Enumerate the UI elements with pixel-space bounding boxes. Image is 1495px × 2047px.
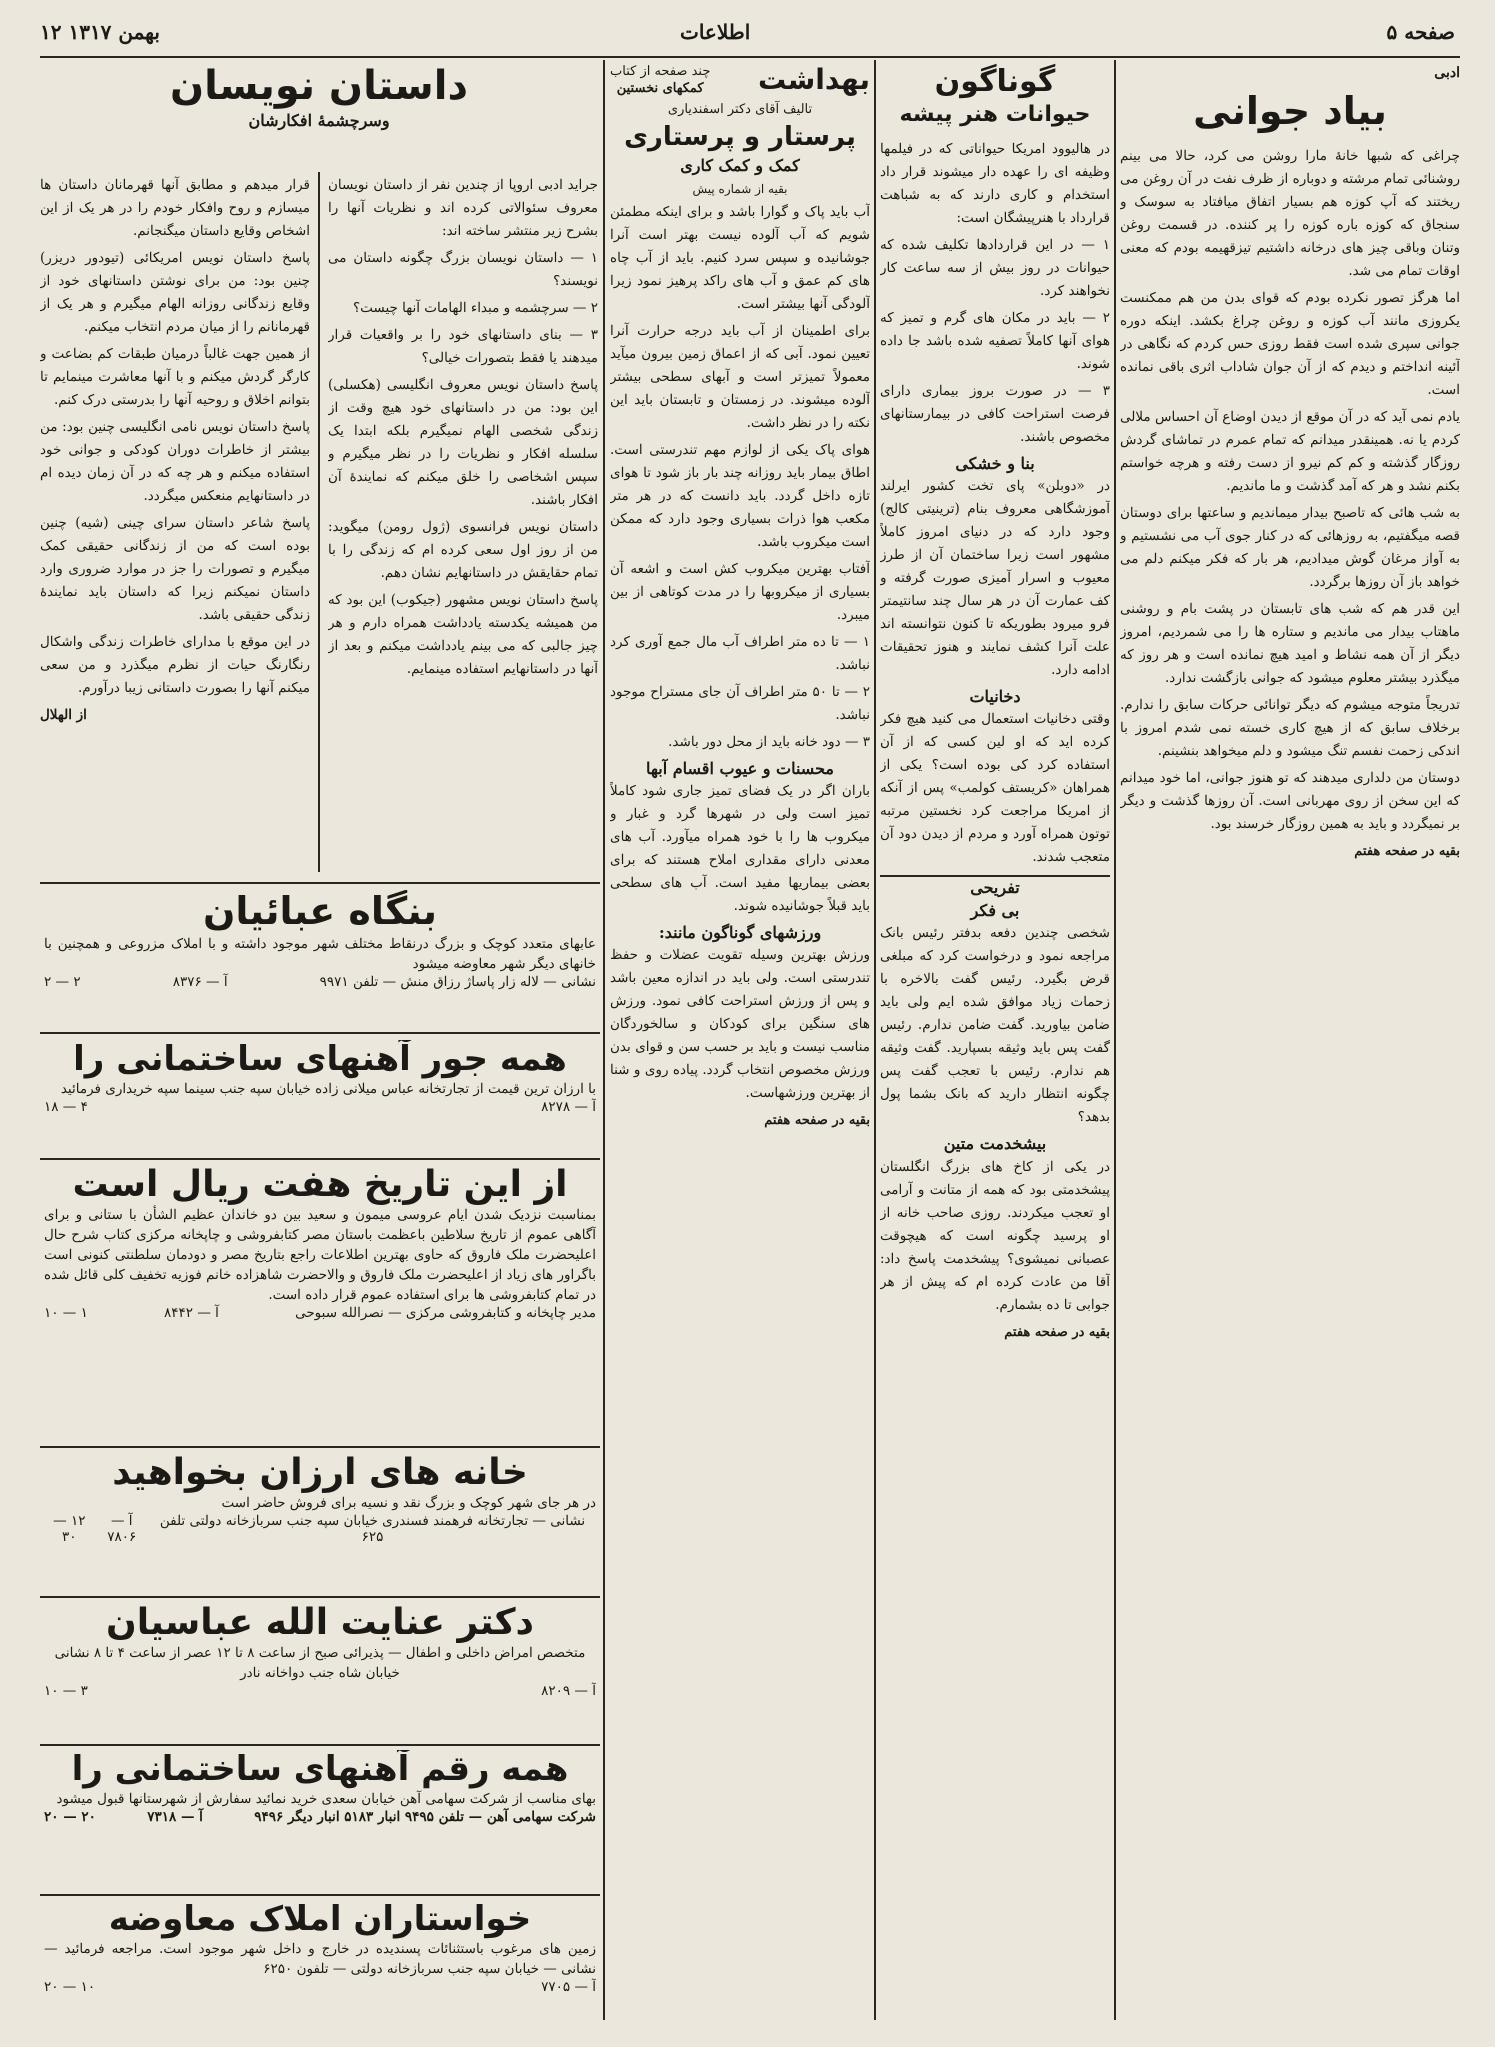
ad-body: بمناسبت نزدیک شدن ایام عروسی میمون و سعید بین دو خاندان عظیم الشأن با ستانی و برای آگاهی عموم از تاریخ سلاطین باعظمت باستان مصر کتابفروشی و چاپخانه مرکزی کتاب شرح حال اعلیحضرت ملک فاروق که حاوی بهترین اطلاعات راجع بتاریخ مصر و دودمان سلطنتی کنونی است باگراور های زیاد از اعلیحضرت ملک فاروق و والاحضرت شاهزاده خانم فوزیه تخفیف کلی قائل شده در تمام کتابفروشی ها برای استفاده عموم قرار داده است. (44, 1207, 596, 1304)
ad-code: آ — ۸۲۷۸ (541, 1099, 596, 1116)
ad-footer (44, 974, 596, 990)
ad-rule (40, 1446, 600, 1448)
ad-title: همه رقم آهنهای ساختمانی را (71, 1750, 569, 1789)
paragraph: داستان نویس فرانسوی (ژول رومن) میگوید: من از روز اول سعی کرده ام که زندگی را با تمام حقایقش در داستانهایم نشان دهم. (328, 519, 598, 581)
column-rule (603, 60, 605, 2020)
paragraph: دوستان من دلداری میدهند که تو هنوز جوانی، اما خود میدانم که این سخن از روی مهربانی است. آن روزها گذشت و دیگر بر نمیگردد و باید به همین روزگار خرسند بود. (1120, 769, 1460, 832)
ad-address: نشانی — تجارتخانه فرهمند فسندری خیابان سپه جنب سربازخانه دولتی تلفن ۶۲۵ (159, 1513, 586, 1546)
subheading: بنا و خشکی (955, 453, 1035, 473)
continued-from: بقیه از شماره پیش (692, 181, 788, 196)
ad-rule (40, 1158, 600, 1160)
book-line: کمکهای نخستین (616, 81, 704, 97)
list-item: ۱ — در این قراردادها تکلیف شده که حیوانات در روز بیش از سه ساعت کار نخواهند کرد. (880, 236, 1110, 299)
ad-run: ۱ — ۱۰ (44, 1305, 88, 1322)
adabi-article (1120, 62, 1460, 2017)
ad-ahan-1 (44, 1040, 596, 1155)
list-item: ۲ — سرچشمه و مبداء الهامات آنها چیست؟ (353, 300, 598, 316)
list-item: ۳ — در صورت بروز بیماری دارای فرصت استراحت کافی در بیمارستانهای مخصوص باشند. (880, 382, 1110, 445)
ad-footer (44, 1513, 596, 1545)
ad-run: ۲ — ۲ (44, 973, 81, 990)
paragraph: شخصی چندین دفعه بدفتر رئیس بانک مراجعه نمود و درخواست کرد که مبلغی قرض بگیرد. رئیس گفت بالاخره با زحمات زیاد موافق شده ایم ولی باید ضامن بیاورید. گفت ضامن ندارم. رئیس گفت پس باید وثیقه بسپارید. گفت وثیقه هم ندارم. رئیس با تعجب گفت پس چگونه انتظار دارید که بانک بشما پول بدهد؟ (880, 925, 1110, 1126)
ad-footer (44, 1809, 596, 1825)
paragraph: قرار میدهم و مطابق آنها قهرمانان داستان ها میسازم و روح وافکار خودم را در هر یک از این اشخاص وقایع داستان میگنجانم. (40, 177, 310, 239)
dastan-article (40, 62, 598, 877)
ad-code: آ — ۸۲۰۹ (541, 1683, 596, 1700)
paragraph: پاسخ داستان نویس نامی انگلیسی چنین بود: من بیشتر از خاطرات دوران کودکی و جوانی خود استفاده میکنم و هر چه که در آن زمان دیده ام در داستانهایم منعکس میگردد. (40, 419, 310, 504)
section-header (610, 62, 870, 98)
ad-title: دکتر عنایت الله عباسیان (105, 1602, 535, 1643)
dastan-col-right (328, 174, 598, 874)
ad-run: ۱۰ — ۲۰ (44, 1979, 96, 1996)
ad-run: ۲۰ — ۲۰ (44, 1809, 96, 1826)
behdasht-section (610, 62, 870, 2017)
ad-ahan-2 (44, 1750, 596, 1890)
column-rule (874, 60, 876, 2020)
ad-body: زمین های مرغوب باستثنائات پسندیده در خارج و داخل شهر موجود است. مراجعه فرمائید — نشانی — خیابان سپه جنب سربازخانه دولتی — تلفون ۶۲۵۰ (44, 1941, 596, 1978)
paragraph: ورزش بهترین وسیله تقویت عضلات و حفظ تندرستی است. ولی باید در اندازه معین باشد و پس از ورزش استراحت کافی نمود. ورزش های سنگین برای کودکان و سالخوردگان مناسب نیست و باید بر حسب سن و قوای بدن ورزش مخصوص انتخاب گردد. پیاده روی و شنا از بهترین ورزشهاست. (610, 947, 870, 1102)
paragraph: برای اطمینان از آب باید درجه حرارت آنرا تعیین نمود. آبی که از اعماق زمین بیرون میآید معمولاً تمیزتر است و آبهای سطحی بیشتر آلوده میشوند. در زمستان و تابستان باید این نکته را در نظر داشت. (610, 322, 870, 431)
ad-address: نشانی — لاله زار پاساژ رزاق منش — تلفن ۹۹۷۱ (319, 973, 596, 990)
article-title: حیوانات هنر پیشه (899, 102, 1091, 127)
paragraph: پاسخ شاعر داستان سرای چینی (شیه) چنین بوده است که من از زندگانی حقیقی کمک میگیرم و تصورات را جز در موارد ضروری وارد داستان نمیکنم زیرا که داستان باید نمایندهٔ زندگی حقیقی باشد. (40, 515, 310, 623)
ad-rule (40, 1596, 600, 1598)
ad-title: از این تاریخ هفت ریال است (72, 1164, 568, 1205)
article-subtitle: کمک و کمک کاری (680, 156, 800, 176)
list-item: ۱ — تا ده متر اطراف آب مال جمع آوری کرد نباشد. (610, 633, 870, 673)
ad-run: ۳ — ۱۰ (44, 1683, 88, 1700)
ad-abaian (44, 890, 596, 1028)
ad-code: آ — ۸۴۴۲ (164, 1305, 219, 1322)
paragraph: وقتی دخانیات استعمال می کنید هیچ فکر کرده اید که او لین کسی که از آن استفاده کرد کی بوده است؟ یکی از همراهان «کریستف کولمب» پس از آنکه از امریکا مراجعت کرد نخستین مرتبه توتون همراه آورد و مردم از دیدن دود آن متعجب شدند. (880, 711, 1110, 866)
list-item: ۱ — داستان نویسان بزرگ چگونه داستان می نویسند؟ (328, 250, 598, 289)
ad-title: خواستاران املاک معاوضه (108, 1900, 532, 1939)
author: تالیف آقای دکتر اسفندیاری (667, 102, 813, 118)
ad-code: آ — ۷۸۰۶ (107, 1513, 137, 1546)
subheading: تفریحی (880, 875, 1110, 899)
ad-book (44, 1164, 596, 1442)
ad-body: بهای مناسب از شرکت سهامی آهن خیابان سعدی خرید نمائید سفارش از شهرستانها قبول میشود (56, 1791, 596, 1808)
paragraph: تدریجاً متوجه میشوم که دیگر توانائی حرکات سابق را ندارم. برخلاف سابق که از هیچ کاری خسته نمی شدم امروز با اندکی زحمت نفسم تنگ میشود و دلم میخواهد بنشینم. (1120, 696, 1460, 759)
ad-rule (40, 1032, 600, 1034)
ad-footer (44, 1099, 596, 1115)
list-item: ۳ — دود خانه باید از محل دور باشد. (668, 733, 870, 750)
dastan-col-left (40, 174, 310, 874)
article-title: بیاد جوانی (1193, 89, 1387, 133)
ad-body: در هر جای شهر کوچک و بزرگ نقد و نسیه برای فروش حاضر است (221, 1495, 596, 1512)
ad-rule (40, 882, 600, 884)
ad-exchange (44, 1900, 596, 2020)
paragraph: به شب هائی که تاصبح بیدار میماندیم و ساعتها برای دوستان قصه میگفتیم، به روزهائی که در کنار جوی آب می نشستیم و به آواز مرغان گوش میدادیم، هر بار که فکر میکنم دلم می خواهد باز آن روزها برگردد. (1120, 504, 1460, 590)
ad-body: عابهای متعدد کوچک و بزرگ درنقاط مختلف شهر موجود داشته و با املاک مزروعی و همچنین با خانهای دیگر شهر معاوضه میشود (44, 935, 596, 972)
gunagun-section (880, 62, 1110, 2017)
section-tag: ادبی (1434, 65, 1460, 81)
ad-run: ۱۲ — ۳۰ (53, 1513, 86, 1546)
ad-code: آ — ۷۷۰۵ (541, 1979, 596, 1996)
header-rule (40, 56, 1460, 58)
ad-title: بنگاه عبائیان (202, 890, 438, 933)
book-credit (610, 63, 710, 97)
ad-title: همه جور آهنهای ساختمانی را (73, 1040, 567, 1079)
ad-body: متخصص امراض داخلی و اطفال — پذیرائی صبح از ساعت ۸ تا ۱۲ عصر از ساعت ۴ تا ۸ نشانی خیابان شاه جنب دواخانه نادر (54, 1645, 586, 1682)
paragraph: در هالیوود امریکا حیواناتی که در فیلمها وظیفه ای را عهده دار میشوند قرار داد استخدام و کاری دارند که به شباهت قرارداد با هنرپیشگان است: (880, 140, 1110, 226)
paragraph: پاسخ داستان نویس امریکائی (تیودور دریزر) چنین بود: من برای نوشتن داستانهای خود از وقایع زندگانی روزانه الهام میگیرم و هر یک از قهرمانانم را از میان مردم انتخاب میکنم. (40, 250, 310, 335)
ad-footer (44, 1979, 596, 1995)
list-item: ۳ — بنای داستانهای خود را بر واقعیات قرار میدهند یا فقط بتصورات خیالی؟ (328, 327, 598, 366)
paragraph: هوای پاک یکی از لوازم مهم تندرستی است. اطاق بیمار باید روزانه چند بار باز شود تا هوای تازه داخل گردد. باید دانست که در هر متر مکعب هوا ذرات بسیاری وجود دارد که ممکن است میکروب باشد. (610, 441, 870, 550)
paragraph: چراغی که شبها خانهٔ مارا روشن می کرد، حالا می بینم روشنائی تمام مرشته و دوباره از ظرف نفت در آن روغن می ریختند که آپ کوزه هم بسیار اتفاق میافتاد به سوسک و سنجاق که کوزه باره کوزه را پر کننده. در قسمت روغن وتنان وباقی چیز های درخانه داشتیم تیزقهیمه بودم که معنی اوقات تمام می شد. (1120, 147, 1460, 279)
list-item: ۲ — تا ۵۰ متر اطراف آن جای مستراح موجود نباشد. (610, 683, 870, 723)
ad-doctor (44, 1602, 596, 1740)
subheading: دخانیات (969, 686, 1021, 706)
subheading: بی فکر (970, 900, 1020, 920)
article-title: پرستار و پرستاری (624, 122, 856, 153)
ad-company: شرکت سهامی آهن — تلفن ۹۴۹۵ انبار ۵۱۸۳ انبار دیگر ۹۴۹۶ (254, 1809, 596, 1826)
paragraph: در «دوبلن» پای تخت کشور ایرلند آموزشگاهی معروف بنام (ترینیتی کالج) وجود دارد که در دنیای امروز کاملاً مشهور است زیرا ساختمان آن از طرز معیوب و اسرار آمیزی صورت گرفته و کف عمارت آن در هر سال چند سانتیمتر فرو میرود بطوریکه تا کنون نتوانسته اند علت آنرا کشف نمایند و هنوز تحقیقات ادامه دارد. (880, 477, 1110, 678)
ad-houses (44, 1452, 596, 1592)
ad-footer (44, 1305, 596, 1321)
book-line: چند صفحه از کتاب (610, 64, 711, 80)
article-title: داستان نویسان (170, 63, 468, 109)
continued-note: بقیه در صفحه هفتم (764, 1113, 870, 1129)
ad-rule (40, 1894, 600, 1896)
section-tag: بهداشت (758, 63, 870, 96)
paragraph: در این موقع با مدارای خاطرات زندگی واشکال رنگارنگ حیات از نظرم میگذرد و من سعی میکنم آنها را بصورت داستانی زیبا درآورم. (40, 634, 310, 696)
ad-title: خانه های ارزان بخواهید (112, 1452, 528, 1493)
ad-run: ۴ — ۱۸ (44, 1099, 88, 1116)
ad-signature: مدیر چاپخانه و کتابفروشی مرکزی — نصرالله سبوحی (295, 1305, 596, 1322)
subheading: بیشخدمت متین (943, 1134, 1047, 1154)
paragraph: پاسخ داستان نویس معروف انگلیسی (هکسلی) این بود: من در داستانهای خود هیچ وقت از زندگی شخصی الهام نمیگیرم بلکه ابتدا یک سلسله افکار و نظریات را در نظر میگیرم و سپس اشخاصی را خلق میکنم که نمایندهٔ آن افکار باشند. (328, 377, 598, 508)
continued-note: بقیه در صفحه هفتم (1004, 1324, 1110, 1340)
paragraph: آفتاب بهترین میکروب کش است و اشعه آن بسیاری از میکروبها را در مدت کوتاهی از بین میبرد. (610, 560, 870, 623)
paragraph: این قدر هم که شب های تابستان در پشت بام و روشنی ماهتاب بیدار می ماندیم و ستاره ها را می شمردیم، امروز دیگر از آن همه نشاط و امید هیچ نمانده است و هر روز که میگذرد بیشتر معلوم میشود که جوانی بازگشت ندارد. (1120, 600, 1460, 686)
paragraph: یادم نمی آید که در آن موقع از دیدن اوضاع آن احساس ملالی کردم یا نه. همینقدر میدانم که تمام عمرم در تماشای گردش روزگار گذشته و کم کم نیرو از دست رفته و هرچه خواستم بکنم نشد و هر که آمد گذشت و ما ماندیم. (1120, 408, 1460, 494)
article-subtitle: وسرچشمهٔ افکارشان (248, 111, 390, 130)
column-rule (318, 172, 320, 872)
source: از الهلال (40, 707, 87, 723)
subheading: محسنات و عیوب اقسام آبها (646, 758, 834, 778)
continued-note: بقیه در صفحه هفتم (1354, 843, 1460, 859)
paragraph: در یکی از کاخ های بزرگ انگلستان پیشخدمتی بود که همه از متانت و آرامی او تعجب میکردند. روزی صاحب خانه از او پرسید چگونه است که هیچوقت عصبانی نمیشوی؟ پیشخدمت پاسخ داد: آقا من عادت کرده ام که پیش از هر جوابی تا ده بشمارم. (880, 1158, 1110, 1313)
section-tag: گوناگون (934, 64, 1056, 99)
subheading: ورزشهای گوناگون مانند: (658, 922, 822, 942)
paragraph: از همین جهت غالباً درمیان طبقات کم بضاعت و کارگر گردش میکنم و با آنها معاشرت مینمایم تا بتوانم اخلاق و روحیه آنها را بدرستی درک کنم. (40, 346, 310, 408)
ad-footer (44, 1683, 596, 1699)
page-number: صفحه ۵ (1386, 20, 1455, 44)
column-rule (1114, 60, 1116, 2020)
paragraph: آب باید پاک و گوارا باشد و برای اینکه مطمئن شویم که آب آلوده نیست بهتر است آنرا جوشانیده و سپس سرد کنیم. باید از آب چاه های کم عمق و آب های راکد پرهیز نمود زیرا آلودگی آنها بیشتر است. (610, 203, 870, 312)
ad-code: آ — ۷۳۱۸ (147, 1809, 203, 1826)
ad-code: آ — ۸۳۷۶ (172, 973, 228, 990)
paragraph: باران اگر در یک فضای تمیز جاری شود کاملاً تمیز است ولی در شهرها گرد و غبار و میکروب ها را با خود همراه میآورد. آب های معدنی دارای مقداری املاح هستند که برای بعضی بیماریها مفید است. آب های سطحی باید قبلاً جوشانیده شوند. (610, 782, 870, 914)
ad-body: با ارزان ترین قیمت از تجارتخانه عباس میلانی زاده خیابان سپه جنب سینما سپه خریداری فرمائید (60, 1081, 596, 1098)
paragraph: پاسخ داستان نویس مشهور (جیکوب) این بود که من همیشه یکدسته یادداشت همراه دارم و هر چیز جالبی که می بینم یادداشت میکنم و بعد از آنها در داستانهایم استفاده مینمایم. (328, 592, 598, 677)
newspaper-name: اطلاعات (680, 20, 751, 44)
ad-rule (40, 1744, 600, 1746)
issue-date: ۱۲ بهمن ۱۳۱۷ (40, 20, 160, 44)
paragraph: جراید ادبی اروپا از چندین نفر از داستان نویسان معروف سئوالاتی کرده اند و نظریات آنها را بشرح زیر منتشر ساخته اند: (328, 177, 598, 239)
paragraph: اما هرگز تصور نکرده بودم که قوای بدن من هم ممکنست یکروزی مانند آب کوزه و روغن چراغ بکشد. اینکه دوره جوانی سپری شده است فقط روزی حس کردم که نگاهی در آئینه انداختم و دیدم که از آن جوان شاداب اثری باقی نمانده است. (1120, 289, 1460, 398)
list-item: ۲ — باید در مکان های گرم و تمیز که هوای آنها کاملاً تصفیه شده باشد جا داده شوند. (880, 309, 1110, 372)
